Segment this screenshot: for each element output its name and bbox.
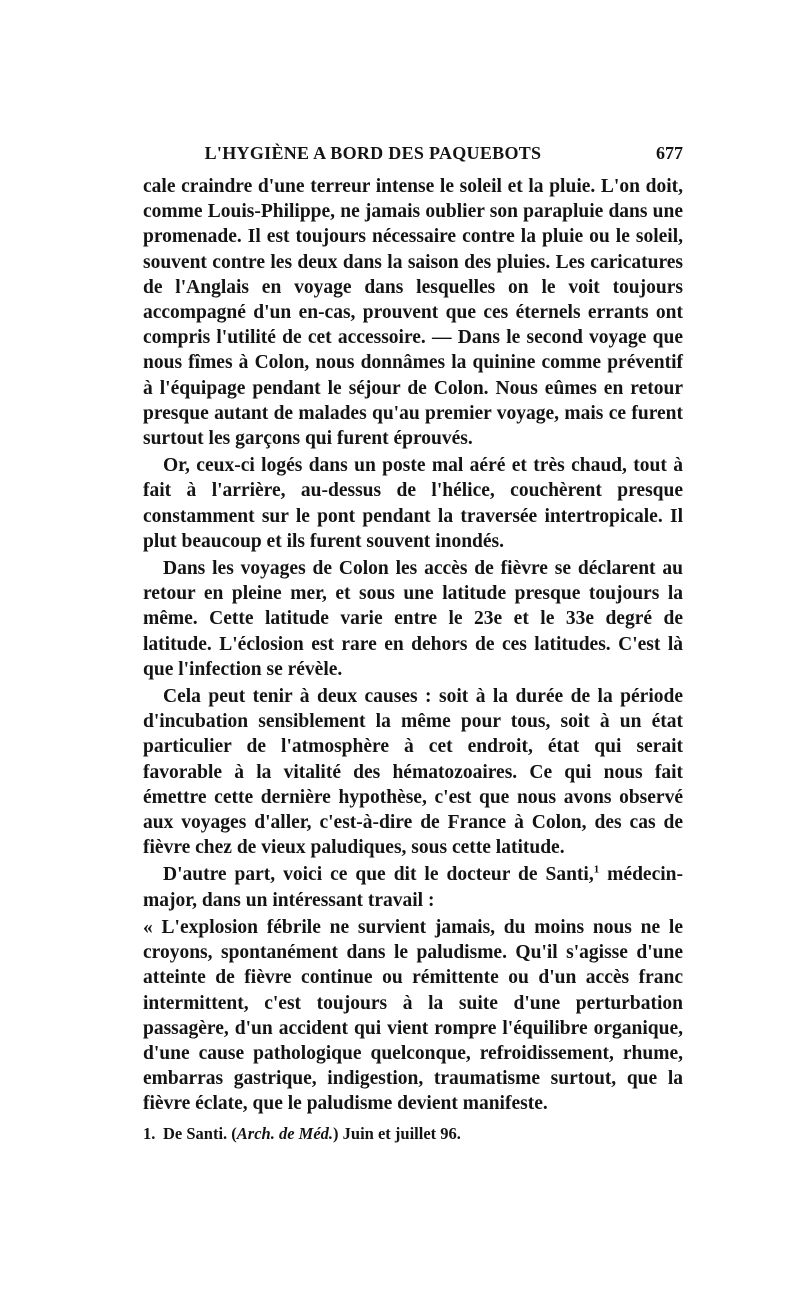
paragraph-3: Dans les voyages de Colon les accès de fièvre se déclarent au retour en pleine mer, et sous une latitude presque toujours la même. Cette latitude varie entre le 23e et le 33e degré de latitude. L'éclosion est rare en dehors de ces latitudes. C'est là que l'infection se révèle. — [143, 558, 683, 680]
paragraph-5-after: médecin-major, dans un intéressant travail : — [143, 864, 683, 911]
paragraph-2: Or, ceux-ci logés dans un poste mal aéré et très chaud, tout à fait à l'arrière, au-dessus de l'hélice, couchèrent presque constamment sur le pont pendant la traversée intertropicale. Il plut beaucoup et ils furent souvent inondés. — [143, 455, 683, 552]
page-number: 677 — [656, 143, 683, 163]
paragraph-4: Cela peut tenir à deux causes : soit à la durée de la période d'incubation sensiblement la même pour tous, soit à un état particulier de l'atmosphère à cet endroit, état qui serait favorable à la vitalité des hématozoaires. Ce qui nous fait émettre cette dernière hypothèse, c'est que nous avons observé aux voyages d'aller, c'est-à-dire de France à Colon, des cas de fièvre chez de vieux paludiques, sous cette latitude. — [143, 686, 683, 859]
running-title: L'HYGIÈNE A BORD DES PAQUEBOTS — [204, 143, 542, 163]
footnote-number: 1. — [143, 1124, 156, 1143]
footnote-author: De Santi. ( — [163, 1124, 237, 1143]
body-text — [143, 174, 683, 1119]
paragraph-1: cale craindre d'une terreur intense le soleil et la pluie. L'on doit, comme Louis-Philippe, ne jamais oublier son parapluie dans une promenade. Il est toujours nécessaire contre la pluie ou le soleil, souvent contre les deux dans la saison des pluies. Les caricatures de l'Anglais en voyage dans lesquelles on le voit toujours accompagné d'un en-cas, prouvent que ces éternels errants ont compris l'utilité de cet accessoire. — Dans le second voyage que nous fîmes à Colon, nous donnâmes la quinine comme préventif à l'équipage pendant le séjour de Colon. Nous eûmes en retour presque autant de malades qu'au premier voyage, mais ce furent surtout les garçons qui furent éprouvés. — [143, 176, 683, 450]
footnote-journal: Arch. de Méd. — [236, 1124, 334, 1143]
paragraph-5-before: D'autre part, voici ce que dit le docteur de Santi, — [163, 864, 594, 886]
running-header — [143, 143, 683, 173]
paragraph-5 — [143, 862, 683, 912]
footnote-rest: ) Juin et juillet 96. — [333, 1124, 461, 1143]
quotation: « L'explosion fébrile ne survient jamais, du moins nous ne le croyons, spontanément dans le paludisme. Qu'il s'agisse d'une atteinte de fièvre continue ou rémittente ou d'un accès franc intermittent, c'est toujours à la suite d'une perturbation passagère, d'un accident qui vient rompre l'équilibre organique, d'une cause pathologique quelconque, refroidissement, rhume, embarras gastrique, indigestion, traumatisme surtout, que la fièvre éclate, que le paludisme devient manifeste. — [143, 916, 683, 1115]
footnote — [143, 1124, 683, 1144]
footnote-reference: 1 — [593, 863, 600, 876]
